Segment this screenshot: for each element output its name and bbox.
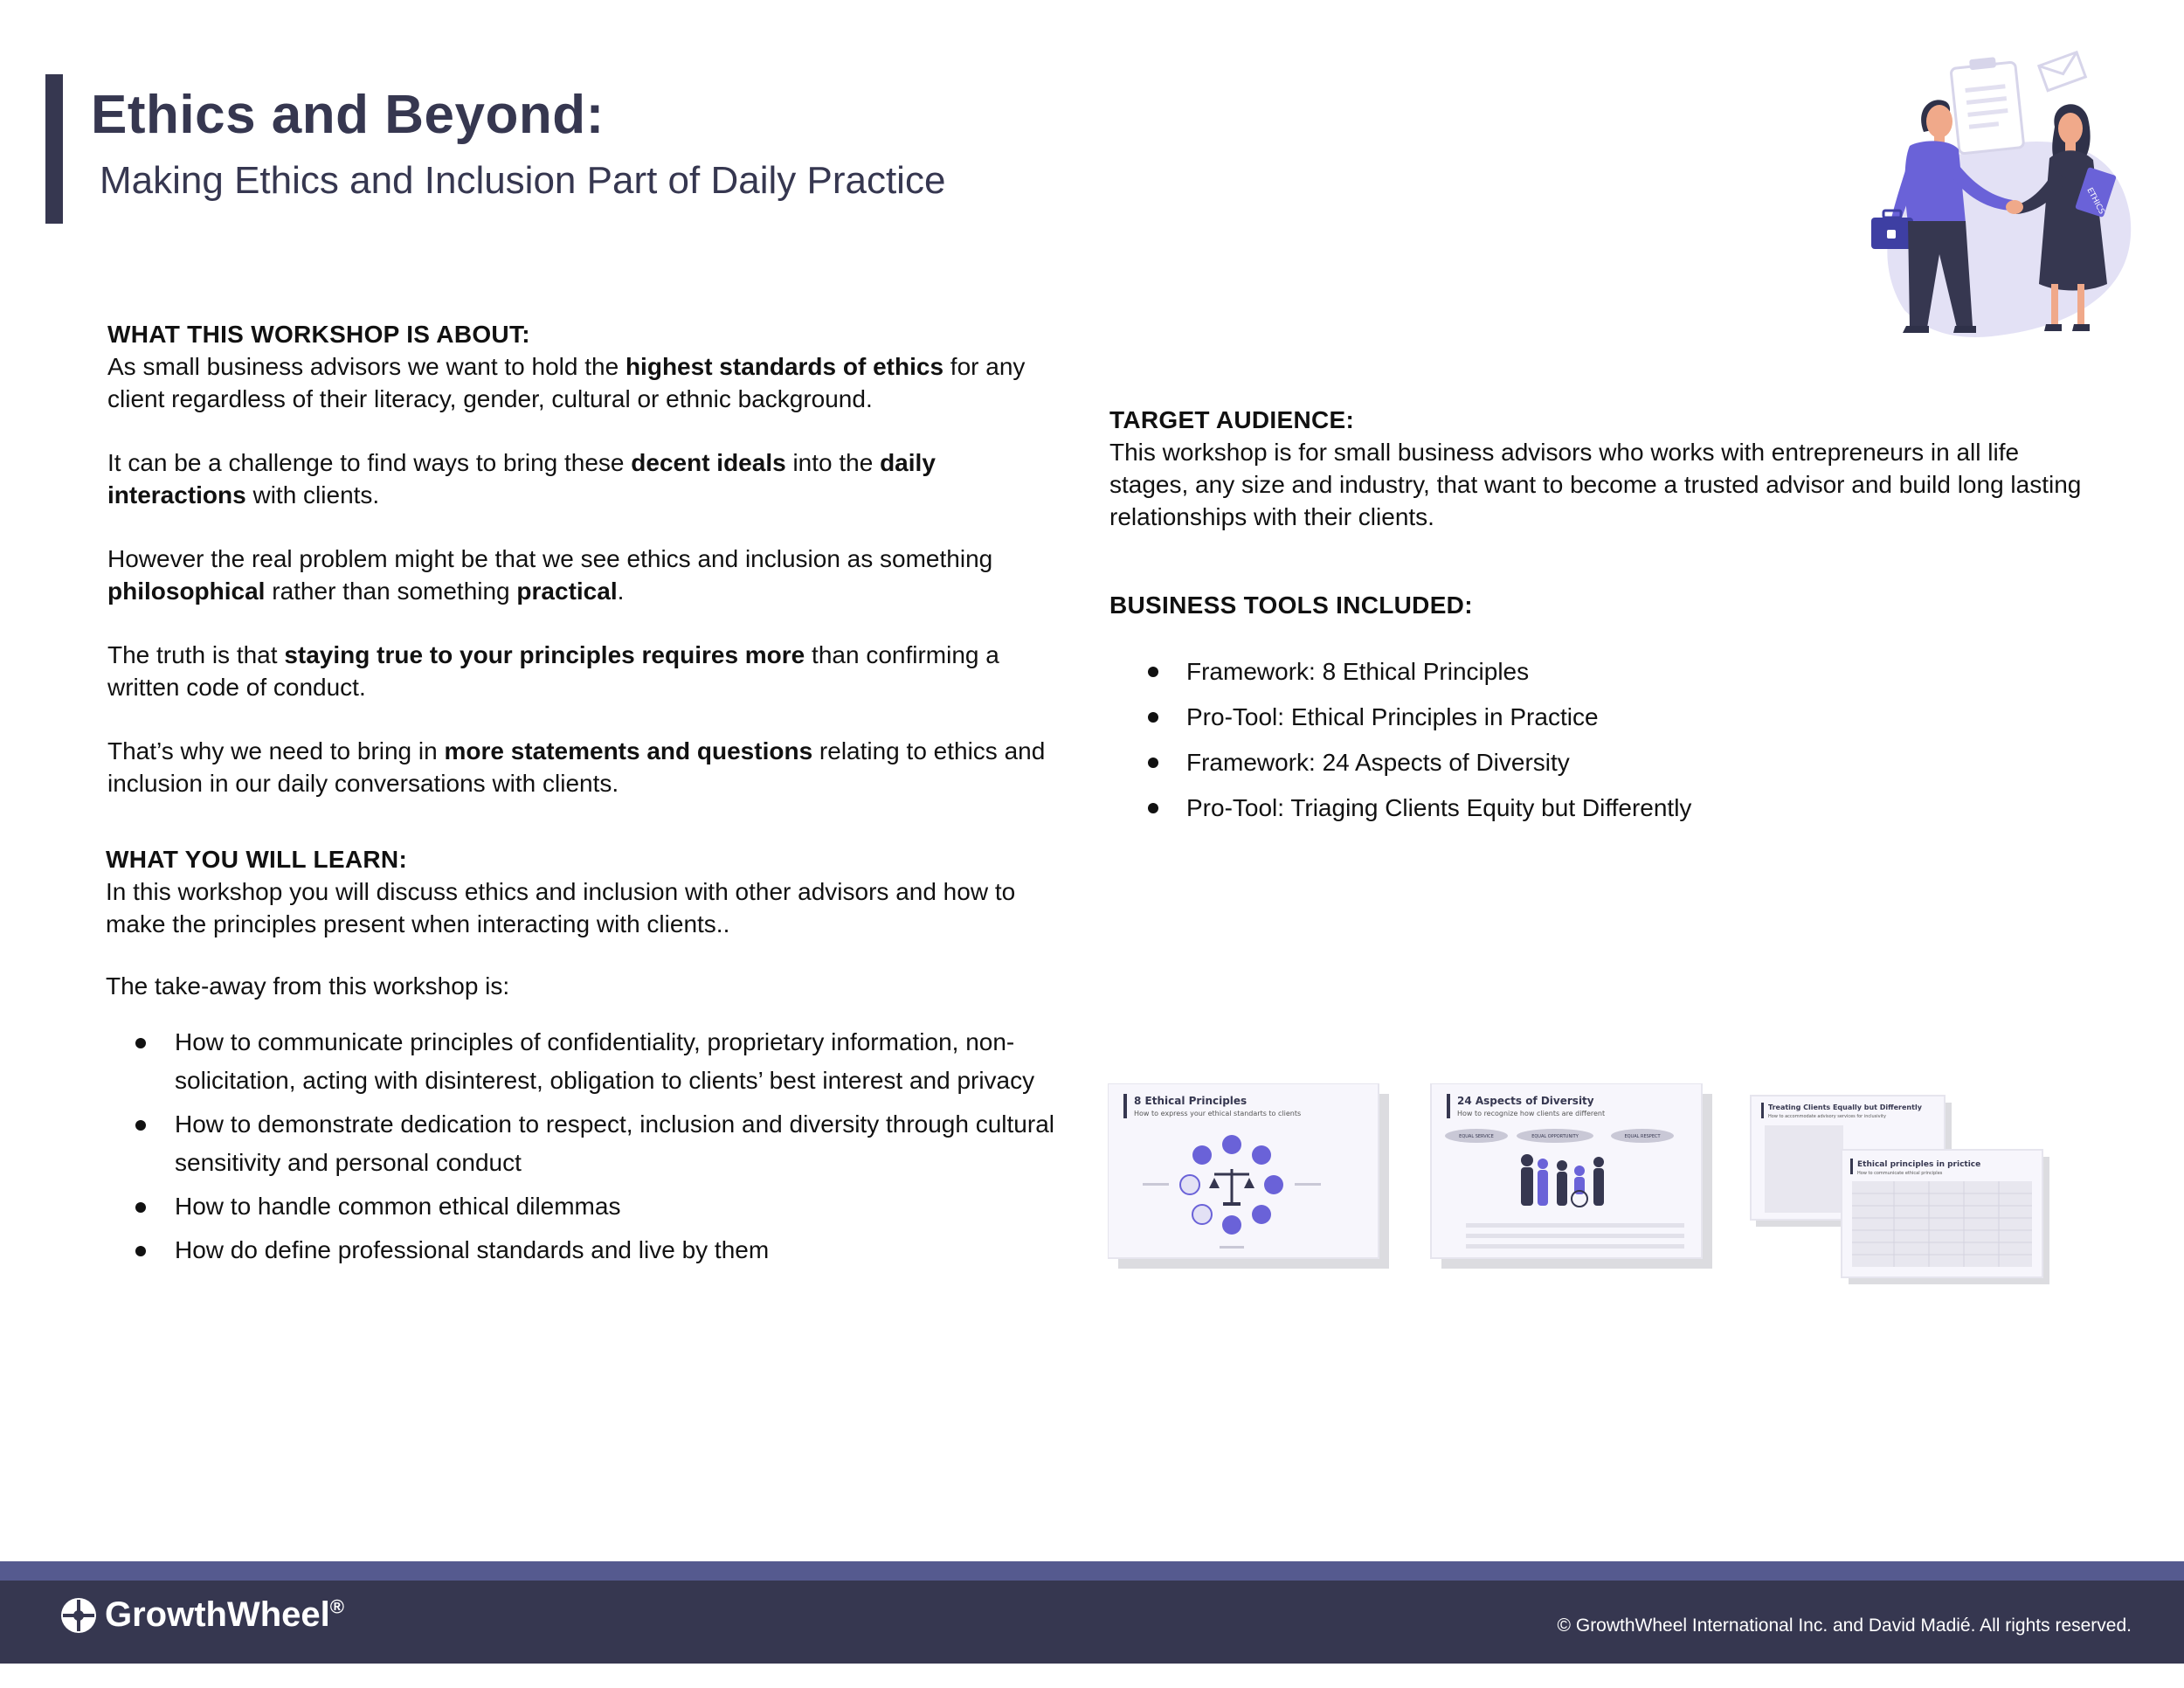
tools-heading: BUSINESS TOOLS INCLUDED: [1109, 591, 1473, 619]
thumbnail-subtitle: How to accommodate advisory services for inclusivity [1768, 1114, 1886, 1119]
thumbnail-title: Ethical principles in prictice [1857, 1160, 1981, 1169]
tool-thumbnails [1108, 1083, 2051, 1293]
list-item: Framework: 24 Aspects of Diversity [1109, 745, 2097, 791]
learn-intro: In this workshop you will discuss ethics and inclusion with other advisors and how to make the principles present when interacting with clients.. [106, 878, 1016, 937]
thumbnail-ethical-principles-practice [1842, 1150, 2049, 1284]
tools-list [1109, 654, 2097, 836]
thumbnail-tag: EQUAL RESPECT [1624, 1134, 1661, 1139]
bullet-icon [135, 1246, 146, 1256]
bullet-icon [135, 1038, 146, 1048]
thumbnail-subtitle: How to communicate ethical principles [1857, 1171, 1943, 1176]
thumbnail-24-aspects-of-diversity [1431, 1083, 1712, 1269]
right-column [1109, 404, 2097, 836]
list-item: How to communicate principles of confidentiality, proprietary information, non-solicitation, acting with disinterest, obligation to clients’ best interest and privacy [107, 1023, 1077, 1100]
about-paragraph-5: That’s why we need to bring in more statements and questions relating to ethics and inclusion in our daily conversations with clients. [107, 737, 1046, 797]
list-item: How to handle common ethical dilemmas [107, 1187, 1077, 1226]
thumbnail-subtitle: How to express your ethical standarts to clients [1134, 1110, 1302, 1117]
about-paragraph-4: The truth is that staying true to your principles requires more than confirming a written code of conduct. [107, 641, 999, 701]
thumbnail-tag: EQUAL OPPORTUNITY [1531, 1134, 1579, 1139]
title-accent-bar [45, 74, 63, 224]
logo-text: GrowthWheel® [105, 1595, 344, 1634]
learn-list [107, 1023, 1077, 1269]
bullet-icon [1148, 758, 1158, 768]
handshake-illustration [1852, 48, 2140, 345]
audience-text: This workshop is for small business advisors who works with entrepreneurs in all life stages, any size and industry, that want to become a trusted advisor and build long lasting relationships with their clients. [1109, 439, 2082, 530]
thumbnail-title: 8 Ethical Principles [1134, 1095, 1248, 1107]
bullet-icon [1148, 803, 1158, 813]
learn-heading: WHAT YOU WILL LEARN: [106, 846, 408, 873]
bullet-icon [1148, 667, 1158, 677]
hero-badge-label: ETHICS [2084, 186, 2106, 216]
list-item: How to demonstrate dedication to respect, inclusion and diversity through cultural sensitivity and personal conduct [107, 1105, 1077, 1182]
about-paragraph-2: It can be a challenge to find ways to bring these decent ideals into the daily interactions with clients. [107, 449, 936, 508]
left-column [107, 318, 1077, 1275]
learn-takeaway: The take-away from this workshop is: [106, 972, 510, 1000]
growthwheel-logo-icon [59, 1596, 98, 1635]
about-paragraph-3: However the real problem might be that we see ethics and inclusion as something philosophical rather than something practical. [107, 545, 993, 605]
thumbnail-subtitle: How to recognize how clients are different [1457, 1110, 1606, 1117]
page-title: Ethics and Beyond: [91, 85, 605, 145]
copyright-text: © GrowthWheel International Inc. and David Madié. All rights reserved. [1557, 1615, 2132, 1636]
list-item: Pro-Tool: Ethical Principles in Practice [1109, 700, 2097, 745]
bullet-icon [135, 1120, 146, 1131]
page-subtitle: Making Ethics and Inclusion Part of Daily Practice [100, 159, 946, 202]
bullet-icon [135, 1202, 146, 1213]
bullet-icon [1148, 712, 1158, 723]
list-item: How do define professional standards and live by them [107, 1231, 1077, 1269]
thumbnail-title: 24 Aspects of Diversity [1457, 1095, 1594, 1107]
about-heading: WHAT THIS WORKSHOP IS ABOUT: [107, 321, 530, 348]
thumbnail-8-ethical-principles [1108, 1083, 1389, 1269]
audience-heading: TARGET AUDIENCE: [1109, 406, 1355, 433]
list-item: Pro-Tool: Triaging Clients Equity but Differently [1109, 791, 2097, 836]
thumbnail-tag: EQUAL SERVICE [1459, 1134, 1494, 1139]
footer-stripe [0, 1561, 2184, 1581]
about-paragraph-1: As small business advisors we want to hold the highest standards of ethics for any client regardless of their literacy, gender, cultural or ethnic background. [107, 353, 1026, 412]
thumbnail-title: Treating Clients Equally but Differently [1768, 1103, 1922, 1111]
growthwheel-logo[interactable] [59, 1595, 344, 1635]
list-item: Framework: 8 Ethical Principles [1109, 654, 2097, 700]
